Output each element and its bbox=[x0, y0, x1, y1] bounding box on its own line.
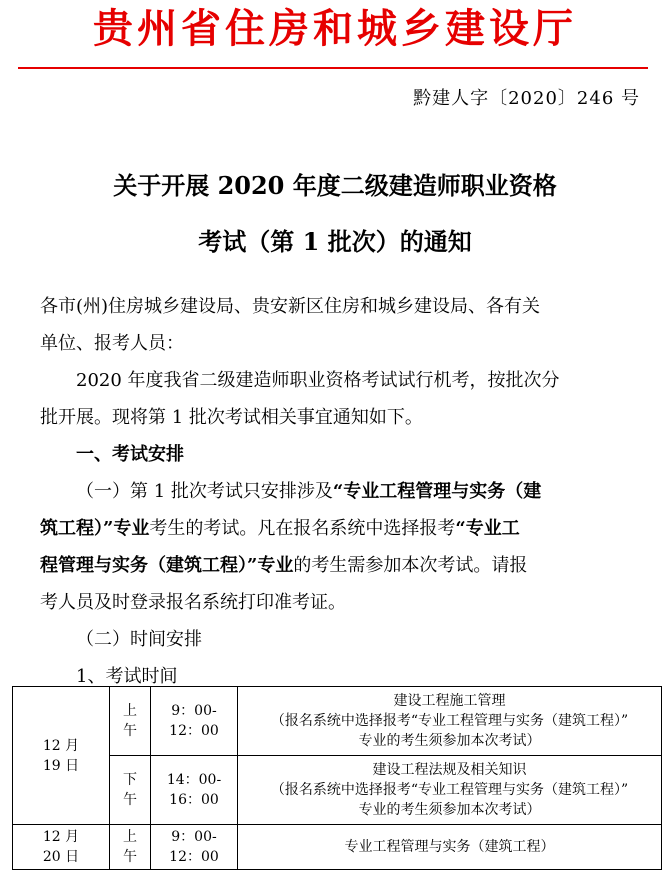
session-cell: 上 午 bbox=[110, 687, 151, 756]
subject-cell: 建设工程法规及相关知识 （报名系统中选择报考“专业工程管理与实务（建筑工程）” 专业的考生须参加本次考试） bbox=[238, 756, 662, 825]
table-row bbox=[13, 687, 662, 756]
addressee-line-2: 单位、报考人员： bbox=[40, 333, 184, 354]
paragraph-1-line-4: 考人员及时登录报名系统打印准考证。 bbox=[40, 592, 346, 613]
notice-body bbox=[40, 288, 640, 695]
subject-cell: 专业工程管理与实务（建筑工程） bbox=[238, 825, 662, 870]
notice-title-line-2: 考试（第 1 批次）的通知 bbox=[198, 227, 472, 256]
intro-line-2: 批开展。现将第 1 批次考试相关事宜通知如下。 bbox=[40, 407, 423, 428]
p1-major-name-cont: 程管理与实务（建筑工程）”专业 bbox=[40, 555, 294, 576]
exam-schedule-table bbox=[12, 686, 662, 870]
p1-text: （一）第 1 批次考试只安排涉及 bbox=[76, 481, 333, 502]
subsection-time-arrangement: （二）时间安排 bbox=[76, 629, 202, 650]
table-row bbox=[13, 825, 662, 870]
subject-cell: 建设工程施工管理 （报名系统中选择报考“专业工程管理与实务（建筑工程）” 专业的考生须参加本次考试） bbox=[238, 687, 662, 756]
document-number: 黔建人字〔2020〕246 号 bbox=[413, 88, 640, 109]
paragraph-1-line-1 bbox=[40, 473, 640, 510]
session-cell: 上 午 bbox=[110, 825, 151, 870]
p1-major-name-cont: 筑工程）”专业 bbox=[40, 518, 150, 539]
p1-major-name: “专业工 bbox=[455, 518, 520, 539]
paragraph-1-line-3 bbox=[40, 547, 640, 584]
date-cell: 12 月 19 日 bbox=[13, 687, 110, 825]
table-row bbox=[13, 756, 662, 825]
session-cell: 下 午 bbox=[110, 756, 151, 825]
time-cell: 14：00- 16：00 bbox=[151, 756, 238, 825]
item-exam-time: 1、考试时间 bbox=[76, 666, 178, 687]
p1-major-name: “专业工程管理与实务（建 bbox=[332, 481, 542, 502]
red-divider-line bbox=[18, 67, 648, 69]
section-heading-exam-arrangement: 一、考试安排 bbox=[76, 444, 184, 465]
p1-text: 考生的考试。凡在报名系统中选择报考 bbox=[149, 518, 456, 539]
paragraph-1-line-2 bbox=[40, 510, 640, 547]
intro-line-1: 2020 年度我省二级建造师职业资格考试试行机考，按批次分 bbox=[76, 370, 560, 391]
date-cell: 12 月 20 日 bbox=[13, 825, 110, 870]
addressee-line-1: 各市(州)住房城乡建设局、贵安新区住房和城乡建设局、各有关 bbox=[40, 296, 541, 317]
time-cell: 9：00- 12：00 bbox=[151, 825, 238, 870]
p1-text: 的考生需参加本次考试。请报 bbox=[293, 555, 528, 576]
time-cell: 9：00- 12：00 bbox=[151, 687, 238, 756]
notice-title-line-1: 关于开展 2020 年度二级建造师职业资格 bbox=[113, 171, 557, 200]
issuer-title: 贵州省住房和城乡建设厅 bbox=[93, 5, 577, 52]
